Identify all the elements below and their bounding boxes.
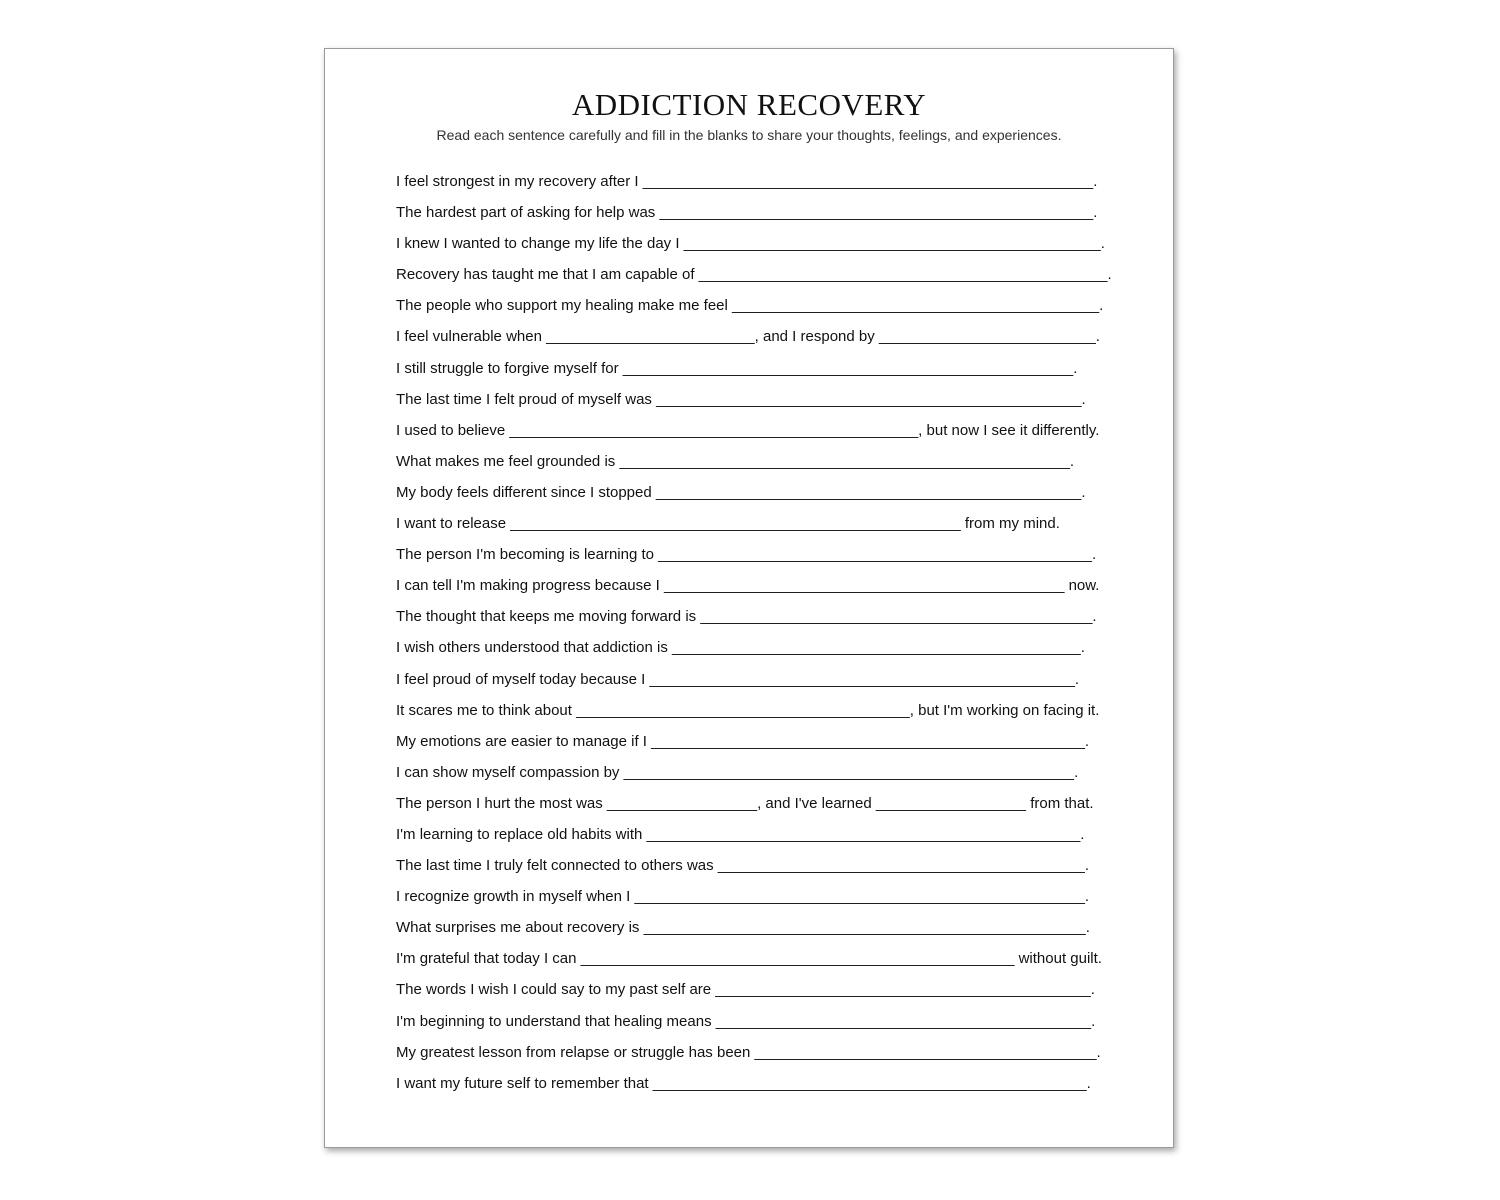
prompt-line: Recovery has taught me that I am capable of _________________________________________________. xyxy=(396,266,1112,284)
prompt-line: The person I'm becoming is learning to ____________________________________________________. xyxy=(396,546,1097,564)
prompt-line: My greatest lesson from relapse or struggle has been _________________________________________. xyxy=(396,1043,1101,1061)
prompt-line: I still struggle to forgive myself for ______________________________________________________. xyxy=(396,359,1078,377)
prompt-line: I knew I wanted to change my life the day I __________________________________________________. xyxy=(396,235,1105,253)
prompt-line: My emotions are easier to manage if I ____________________________________________________. xyxy=(396,732,1090,750)
page-subtitle: Read each sentence carefully and fill in the blanks to share your thoughts, feelings, and experiences. xyxy=(436,127,1062,143)
prompt-line: The hardest part of asking for help was ____________________________________________________. xyxy=(396,204,1098,222)
prompt-line: I used to believe _________________________________________________, but now I see it differently. xyxy=(396,421,1100,439)
prompt-line: I want my future self to remember that ____________________________________________________. xyxy=(396,1074,1091,1092)
prompt-line: The last time I truly felt connected to others was ____________________________________________. xyxy=(396,857,1090,875)
prompt-line: The last time I felt proud of myself was ___________________________________________________. xyxy=(396,390,1086,408)
prompt-line: I'm grateful that today I can ____________________________________________________ without guilt. xyxy=(396,950,1102,968)
prompt-line: The person I hurt the most was __________________, and I've learned __________________ from that. xyxy=(396,794,1094,812)
worksheet-page xyxy=(324,48,1174,1148)
prompt-line: I feel proud of myself today because I ___________________________________________________. xyxy=(396,670,1080,688)
prompt-line: I wish others understood that addiction is _________________________________________________. xyxy=(396,639,1085,657)
prompt-line: I feel vulnerable when _________________________, and I respond by __________________________. xyxy=(396,328,1100,346)
prompt-line: It scares me to think about ________________________________________, but I'm working on facing it. xyxy=(396,701,1100,719)
prompt-line: I want to release ______________________________________________________ from my mind. xyxy=(396,515,1060,533)
prompt-line: I recognize growth in myself when I ______________________________________________________. xyxy=(396,888,1090,906)
prompt-line: What surprises me about recovery is _____________________________________________________. xyxy=(396,919,1090,937)
prompt-line: I'm beginning to understand that healing means _____________________________________________. xyxy=(396,1012,1096,1030)
prompt-line: I can show myself compassion by ______________________________________________________. xyxy=(396,763,1079,781)
prompt-line: The thought that keeps me moving forward is _______________________________________________. xyxy=(396,608,1097,626)
prompt-line: My body feels different since I stopped ___________________________________________________. xyxy=(396,483,1086,501)
prompt-line: The words I wish I could say to my past self are _____________________________________________. xyxy=(396,981,1095,999)
prompt-line: What makes me feel grounded is ______________________________________________________. xyxy=(396,452,1075,470)
prompt-line: I feel strongest in my recovery after I ______________________________________________________. xyxy=(396,173,1098,190)
prompt-line: I'm learning to replace old habits with ____________________________________________________. xyxy=(396,825,1085,843)
prompt-list xyxy=(396,166,1116,1099)
prompt-line: The people who support my healing make me feel ____________________________________________. xyxy=(396,297,1104,315)
prompt-line: I can tell I'm making progress because I ________________________________________________ now. xyxy=(396,577,1100,595)
page-title: ADDICTION RECOVERY xyxy=(571,87,927,122)
